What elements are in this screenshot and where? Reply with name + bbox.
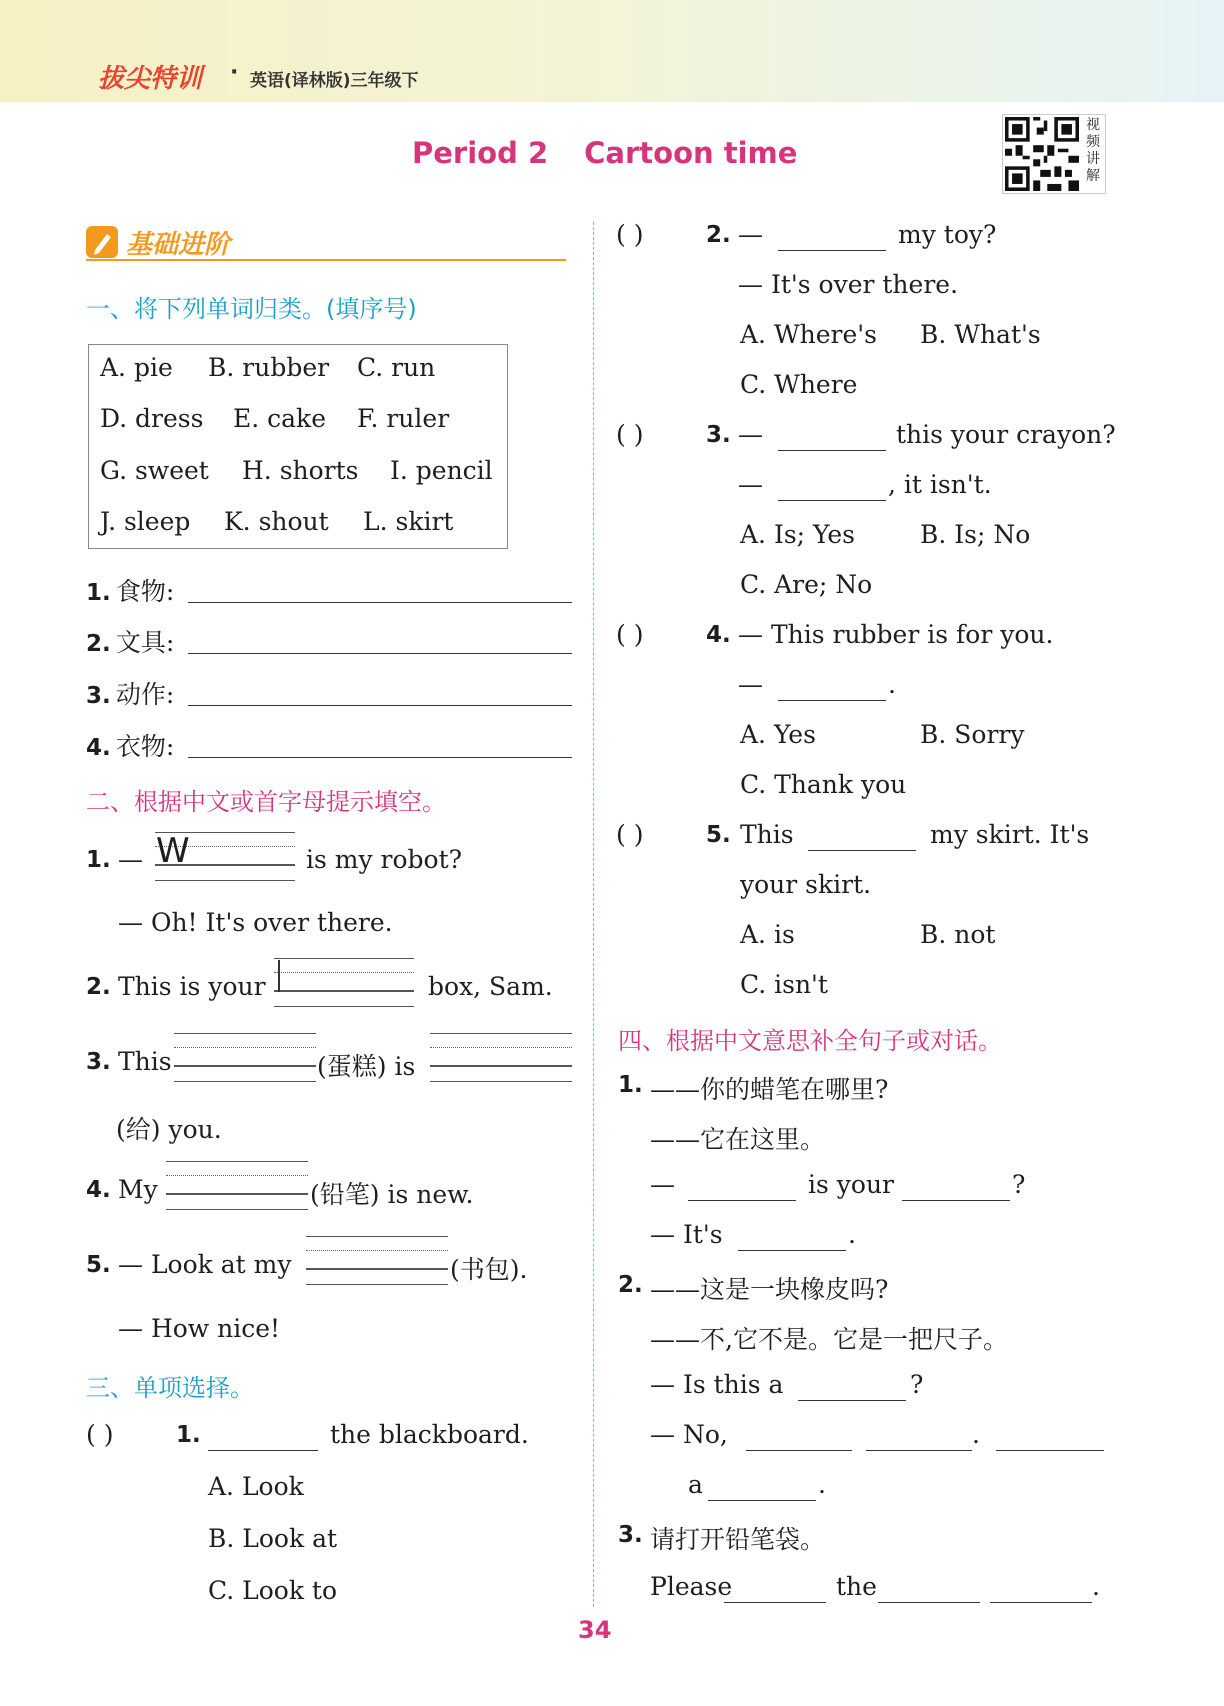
sentence-text: is my robot?: [306, 845, 463, 874]
category-row: [86, 623, 174, 659]
part2-heading: 二、根据中文或首字母提示填空。: [86, 788, 446, 816]
dash: —: [118, 845, 143, 874]
choice-option[interactable]: A. is: [740, 920, 795, 949]
sentence-text: ?: [910, 1370, 924, 1399]
category-label: 食物:: [115, 577, 175, 606]
part1-heading: 一、将下列单词归类。(填序号): [86, 295, 417, 323]
chinese-prompt: ——这是一块橡皮吗?: [650, 1275, 889, 1304]
sentence-text: (书包).: [450, 1255, 528, 1284]
answer-paren[interactable]: ( ): [616, 220, 644, 249]
category-row: [86, 727, 174, 763]
sentence-text: my toy?: [898, 220, 997, 249]
choice-option[interactable]: C. isn't: [740, 970, 828, 999]
choice-option[interactable]: B. Look at: [208, 1524, 338, 1553]
answer-paren[interactable]: ( ): [616, 620, 644, 649]
sentence-text: — Is this a: [650, 1370, 784, 1399]
question-number: 1.: [176, 1422, 201, 1448]
answer-line[interactable]: [688, 1175, 796, 1201]
title-topic: Cartoon time: [584, 136, 798, 170]
sentence-text: the: [836, 1572, 877, 1601]
pencil-icon: [86, 226, 118, 258]
question-number: 2.: [618, 1272, 643, 1298]
sentence-text: the blackboard.: [330, 1420, 529, 1449]
sentence-text: My: [118, 1175, 158, 1204]
answer-paren[interactable]: ( ): [616, 820, 644, 849]
question-number: 3.: [86, 683, 111, 709]
answer-line[interactable]: [878, 1577, 980, 1603]
header-dot: ·: [230, 60, 239, 85]
header-brand: 拔尖特训: [98, 64, 203, 94]
qr-label-char: 解: [1086, 168, 1100, 184]
four-line-grid[interactable]: [430, 1033, 572, 1083]
chinese-prompt: ——不,它不是。它是一把尺子。: [650, 1325, 1008, 1354]
word-option: L. skirt: [363, 507, 454, 536]
question-number: 2.: [706, 222, 731, 248]
word-option: C. run: [357, 353, 436, 382]
sentence-text: — No,: [650, 1420, 728, 1449]
section-basic-underline: [86, 259, 566, 261]
answer-line[interactable]: [778, 675, 886, 701]
page-number: 34: [578, 1616, 612, 1644]
sentence-text: This is your: [118, 972, 266, 1001]
answer-paren[interactable]: ( ): [616, 420, 644, 449]
sentence-text: .: [848, 1220, 856, 1249]
answer-line[interactable]: [738, 1225, 846, 1251]
answer-line[interactable]: [208, 1425, 318, 1451]
chinese-prompt: 请打开铅笔袋。: [650, 1525, 826, 1554]
sentence-text: .: [888, 670, 896, 699]
question-number: 5.: [706, 822, 731, 848]
part4-heading: 四、根据中文意思补全句子或对话。: [618, 1027, 1002, 1055]
question-number: 3.: [86, 1049, 111, 1075]
sentence-text: Please: [650, 1572, 733, 1601]
question-number: 4.: [86, 1177, 111, 1203]
question-number: 1.: [86, 847, 111, 873]
sentence-text: .: [818, 1470, 826, 1499]
category-label: 衣物:: [115, 732, 175, 761]
sentence-text: — This rubber is for you.: [738, 620, 1054, 649]
four-line-grid[interactable]: [306, 1236, 448, 1286]
hint-letter: W: [156, 831, 190, 871]
answer-line[interactable]: [746, 1425, 852, 1451]
answer-line[interactable]: [778, 425, 886, 451]
category-label: 动作:: [115, 680, 175, 709]
choice-option[interactable]: B. Sorry: [920, 720, 1025, 749]
choice-option[interactable]: B. Is; No: [920, 520, 1031, 549]
sentence-text: , it isn't.: [888, 470, 992, 499]
dash: —: [738, 420, 763, 449]
word-option: K. shout: [224, 507, 329, 536]
category-row: [86, 675, 174, 711]
category-label: 文具:: [115, 628, 175, 657]
hint-letter-bar: [278, 960, 280, 992]
question-number: 4.: [706, 622, 731, 648]
sentence-text: (给) you.: [116, 1115, 222, 1144]
choice-option[interactable]: A. Is; Yes: [740, 520, 855, 549]
choice-option[interactable]: B. not: [920, 920, 996, 949]
question-number: 3.: [618, 1522, 643, 1548]
word-option: G. sweet: [100, 456, 209, 485]
sentence-text: ?: [1012, 1170, 1026, 1199]
choice-option[interactable]: A. Where's: [740, 320, 877, 349]
answer-line[interactable]: [996, 1425, 1104, 1451]
qr-code-icon: [1005, 117, 1079, 191]
sentence-text: This: [740, 820, 794, 849]
word-option: H. shorts: [242, 456, 359, 485]
choice-option[interactable]: C. Look to: [208, 1576, 338, 1605]
choice-option[interactable]: A. Yes: [740, 720, 816, 749]
word-option: I. pencil: [390, 456, 493, 485]
answer-line[interactable]: [866, 1425, 972, 1451]
sentence-text: this your crayon?: [896, 420, 1116, 449]
qr-label-char: 讲: [1086, 151, 1100, 167]
question-number: 2.: [86, 974, 111, 1000]
word-option: J. sleep: [100, 507, 191, 536]
page-title: [412, 136, 797, 170]
word-option: B. rubber: [208, 353, 330, 382]
sentence-text: your skirt.: [740, 870, 872, 899]
answer-line[interactable]: [902, 1175, 1010, 1201]
answer-line[interactable]: [778, 475, 886, 501]
four-line-grid[interactable]: [174, 1033, 316, 1083]
question-number: 3.: [706, 422, 731, 448]
qr-label-char: 视: [1086, 117, 1100, 133]
question-number: 5.: [86, 1252, 111, 1278]
dash: —: [738, 220, 763, 249]
dash: —: [738, 670, 763, 699]
choice-option[interactable]: B. What's: [920, 320, 1041, 349]
qr-label-char: 频: [1086, 134, 1100, 150]
choice-option[interactable]: C. Are; No: [740, 570, 873, 599]
answer-line[interactable]: [798, 1375, 906, 1401]
sentence-text: — How nice!: [118, 1314, 281, 1343]
answer-line[interactable]: [188, 680, 572, 706]
answer-line[interactable]: [724, 1577, 826, 1603]
four-line-grid[interactable]: [274, 958, 414, 1008]
sentence-text: — It's: [650, 1220, 723, 1249]
category-row: [86, 572, 174, 608]
question-number: 4.: [86, 735, 111, 761]
title-period: Period 2: [412, 136, 549, 170]
choice-option[interactable]: A. Look: [208, 1472, 304, 1501]
sentence-text: .: [972, 1420, 980, 1449]
answer-line[interactable]: [708, 1475, 816, 1501]
four-line-grid[interactable]: [166, 1161, 308, 1211]
sentence-text: — It's over there.: [738, 270, 959, 299]
chinese-prompt: ——它在这里。: [650, 1125, 826, 1154]
question-number: 2.: [86, 631, 111, 657]
answer-paren[interactable]: ( ): [86, 1420, 114, 1449]
word-option: E. cake: [233, 404, 326, 433]
answer-line[interactable]: [188, 628, 572, 654]
chinese-prompt: ——你的蜡笔在哪里?: [650, 1075, 889, 1104]
answer-line[interactable]: [778, 225, 886, 251]
header-subject: 英语(译林版)三年级下: [250, 71, 419, 91]
sentence-text: my skirt. It's: [930, 820, 1090, 849]
section-basic-title: 基础进阶: [126, 230, 231, 260]
answer-line[interactable]: [188, 732, 572, 758]
sentence-text: .: [1092, 1572, 1100, 1601]
sentence-text: (铅笔) is new.: [310, 1180, 474, 1209]
sentence-text: (蛋糕) is: [317, 1052, 416, 1081]
answer-line[interactable]: [188, 577, 572, 603]
column-divider: [593, 222, 594, 1607]
sentence-text: — Oh! It's over there.: [118, 908, 393, 937]
sentence-text: This: [118, 1047, 172, 1076]
section-basic-badge: [86, 226, 118, 258]
dash: —: [650, 1170, 675, 1199]
word-option: F. ruler: [357, 404, 450, 433]
choice-option[interactable]: C. Thank you: [740, 770, 907, 799]
question-number: 1.: [618, 1072, 643, 1098]
part3-heading: 三、单项选择。: [86, 1374, 254, 1402]
answer-line[interactable]: [990, 1577, 1092, 1603]
sentence-text: — Look at my: [118, 1250, 292, 1279]
sentence-text: is your: [808, 1170, 894, 1199]
choice-option[interactable]: C. Where: [740, 370, 858, 399]
answer-line[interactable]: [808, 825, 916, 851]
question-number: 1.: [86, 580, 111, 606]
word-option: A. pie: [100, 353, 173, 382]
sentence-text: box, Sam.: [428, 972, 553, 1001]
word-option: D. dress: [100, 404, 204, 433]
dash: —: [738, 470, 763, 499]
sentence-text: a: [688, 1470, 703, 1499]
qr-code[interactable]: [1002, 114, 1106, 194]
